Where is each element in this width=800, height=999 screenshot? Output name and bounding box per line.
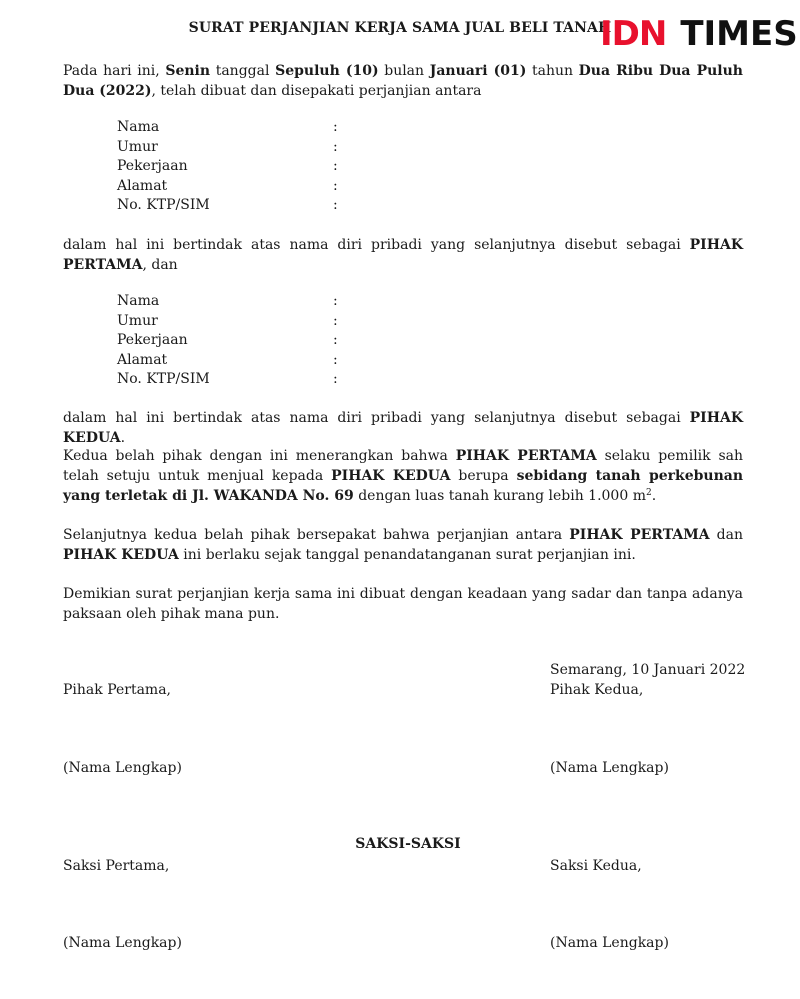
field-row-ktp [117, 370, 357, 390]
party2-paragraph: dalam hal ini bertindak atas nama diri pribadi yang selanjutnya disebut sebagai PIHAK KEDUA. [63, 410, 743, 446]
intro-paragraph: Pada hari ini, Senin tanggal Sepuluh (10) bulan Januari (01) tahun Dua Ribu Dua Puluh Dua (2022), telah dibuat dan disepakati perjanjian antara [63, 63, 743, 99]
saksi-pertama-label: Saksi Pertama, [63, 858, 170, 874]
agreement-paragraph: Selanjutnya kedua belah pihak bersepakat bahwa perjanjian antara PIHAK PERTAMA dan PIHAK KEDUA ini berlaku sejak tanggal penandatanganan surat perjanjian ini. [63, 527, 744, 563]
field-row-pekerjaan [117, 157, 357, 177]
field-label: Alamat [117, 177, 168, 194]
field-colon: : [333, 312, 338, 329]
nama-lengkap-pertama: (Nama Lengkap) [63, 760, 182, 776]
saksi-kedua-label: Saksi Kedua, [550, 858, 642, 874]
party1-paragraph: dalam hal ini bertindak atas nama diri pribadi yang selanjutnya disebut sebagai PIHAK PERTAMA, dan [63, 237, 743, 273]
field-colon: : [333, 332, 338, 349]
field-colon: : [333, 119, 338, 135]
field-colon: : [333, 197, 338, 214]
pihak-kedua-label: Pihak Kedua, [550, 682, 644, 698]
pihak-pertama-label: Pihak Pertama, [63, 682, 172, 698]
field-label: Umur [117, 312, 158, 329]
document-title: SURAT PERJANJIAN KERJA SAMA JUAL BELI TANAH [188, 20, 612, 36]
field-label: Nama [117, 119, 160, 135]
field-label: Pekerjaan [117, 158, 188, 175]
nama-lengkap-saksi-kedua: (Nama Lengkap) [550, 935, 669, 951]
nama-lengkap-saksi-pertama: (Nama Lengkap) [63, 935, 182, 951]
field-row-ktp [117, 196, 357, 216]
field-label: Alamat [117, 351, 168, 368]
field-label: No. KTP/SIM [117, 197, 210, 214]
party2-fields [117, 292, 357, 390]
field-row-nama [117, 118, 357, 138]
closing-paragraph: Demikian surat perjanjian kerja sama ini dibuat dengan keadaan yang sadar dan tanpa adanya paksaan oleh pihak mana pun. [63, 586, 743, 622]
field-label: Nama [117, 293, 160, 309]
field-row-nama [117, 292, 357, 312]
logo-idn: IDN [600, 14, 667, 54]
logo-times: TIMES [680, 14, 798, 54]
field-colon: : [333, 293, 338, 309]
land-paragraph: Kedua belah pihak dengan ini menerangkan bahwa PIHAK PERTAMA selaku pemilik sah telah setuju untuk menjual kepada PIHAK KEDUA berupa sebidang tanah perkebunan yang terletak di Jl. WAKANDA No. 69 dengan luas tanah kurang lebih 1.000 $m^2$. [63, 448, 744, 504]
field-label: No. KTP/SIM [117, 371, 210, 388]
party1-fields [117, 118, 357, 216]
place-date: Semarang, 10 Januari 2022 [550, 662, 746, 678]
field-colon: : [333, 351, 338, 368]
field-row-alamat [117, 351, 357, 371]
field-row-alamat [117, 177, 357, 197]
field-colon: : [333, 371, 338, 388]
idn-times-logo [600, 14, 798, 54]
field-colon: : [333, 177, 338, 194]
field-row-umur [117, 138, 357, 158]
field-row-umur [117, 312, 357, 332]
field-colon: : [333, 138, 338, 155]
field-colon: : [333, 158, 338, 175]
field-label: Pekerjaan [117, 332, 188, 349]
saksi-heading: SAKSI-SAKSI [355, 836, 461, 852]
nama-lengkap-kedua: (Nama Lengkap) [550, 760, 669, 776]
field-label: Umur [117, 138, 158, 155]
field-row-pekerjaan [117, 331, 357, 351]
